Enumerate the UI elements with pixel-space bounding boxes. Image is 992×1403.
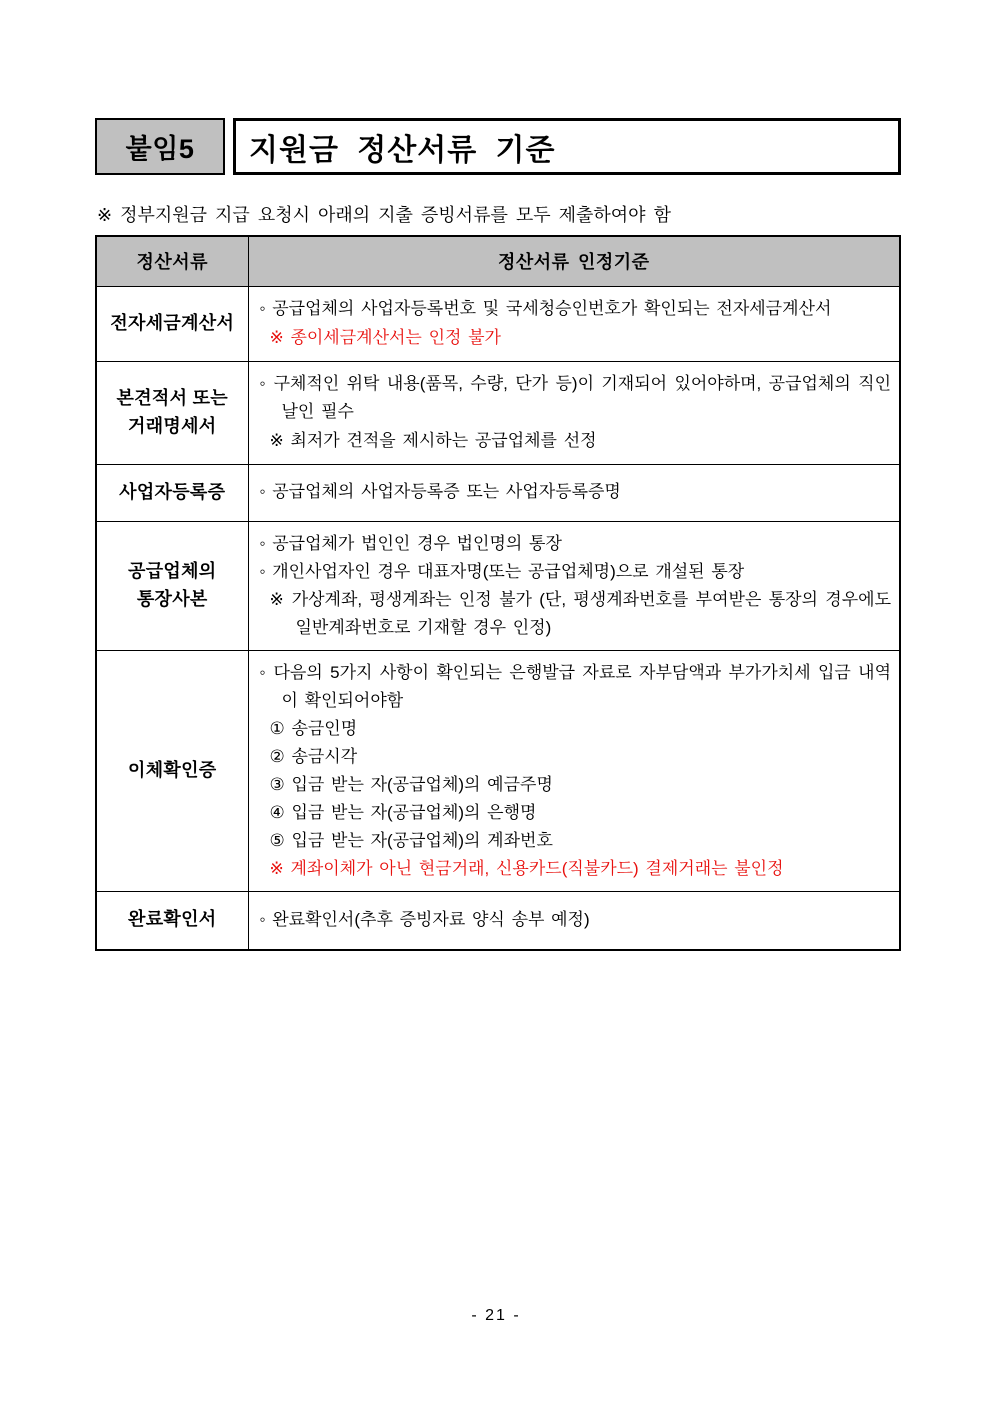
document-name: 이체확인증 [128, 759, 217, 780]
document-name: 사업자등록증 [119, 481, 226, 502]
document-name-cell [96, 521, 248, 650]
criteria-cell [248, 464, 900, 521]
document-name-cell [96, 892, 248, 950]
criteria-item: ◦ 공급업체가 법인인 경우 법인명의 통장 [259, 533, 562, 553]
criteria-numbered-item: ① 송금인명 [269, 718, 358, 738]
criteria-numbered-item: ⑤ 입금 받는 자(공급업체)의 계좌번호 [269, 830, 553, 850]
table-row-estimate [96, 361, 900, 464]
criteria-cell [248, 892, 900, 950]
attachment-badge: 붙임5 [95, 118, 225, 175]
table-row-etax-invoice [96, 286, 900, 361]
criteria-numbered-item: ④ 입금 받는 자(공급업체)의 은행명 [269, 802, 537, 822]
criteria-cell [248, 650, 900, 891]
notice-line: ※ 정부지원금 지급 요청시 아래의 지출 증빙서류를 모두 제출하여야 함 [97, 205, 671, 225]
criteria-item: ◦ 완료확인서(추후 증빙자료 양식 송부 예정) [259, 910, 590, 930]
document-header [95, 118, 901, 175]
table-row-business-registration [96, 464, 900, 521]
document-name-line: 본견적서 또는 [116, 387, 228, 408]
criteria-numbered-item: ② 송금시각 [269, 746, 358, 766]
table-row-bankbook-copy [96, 521, 900, 650]
document-name-cell [96, 650, 248, 891]
criteria-item: ◦ 개인사업자인 경우 대표자명(또는 공급업체명)으로 개설된 통장 [259, 561, 745, 581]
criteria-item: ◦ 다음의 5가지 사항이 확인되는 은행발급 자료로 자부담액과 부가가치세 입금 내역이 확인되어야함 [259, 662, 891, 710]
settlement-documents-table [95, 235, 901, 951]
document-name-line: 통장사본 [136, 588, 208, 609]
criteria-numbered-item: ③ 입금 받는 자(공급업체)의 예금주명 [269, 774, 553, 794]
criteria-warning: ※ 계좌이체가 아닌 현금거래, 신용카드(직불카드) 결제거래는 불인정 [269, 859, 784, 879]
document-content [95, 118, 901, 951]
criteria-note: ※ 최저가 견적을 제시하는 공급업체를 선정 [269, 430, 597, 450]
page-title: 지원금 정산서류 기준 [233, 118, 901, 175]
document-name: 전자세금계산서 [110, 312, 235, 333]
criteria-note: ※ 가상계좌, 평생계좌는 인정 불가 (단, 평생계좌번호를 부여받은 통장의 경우에도 일반계좌번호로 기재할 경우 인정) [269, 589, 891, 637]
document-name-cell [96, 464, 248, 521]
page-number: - 21 - [471, 1307, 521, 1324]
criteria-warning: ※ 종이세금계산서는 인정 불가 [269, 327, 501, 347]
criteria-cell [248, 361, 900, 464]
table-row-completion-confirmation [96, 892, 900, 950]
table-header-row [96, 236, 900, 286]
criteria-item: ◦ 공급업체의 사업자등록증 또는 사업자등록증명 [259, 482, 621, 502]
criteria-item: ◦ 공급업체의 사업자등록번호 및 국세청승인번호가 확인되는 전자세금계산서 [259, 299, 832, 319]
table-row-transfer-confirmation [96, 650, 900, 891]
document-name-line: 공급업체의 [128, 560, 217, 581]
criteria-cell [248, 521, 900, 650]
document-name-cell [96, 286, 248, 361]
criteria-cell [248, 286, 900, 361]
criteria-item: ◦ 구체적인 위탁 내용(품목, 수량, 단가 등)이 기재되어 있어야하며, 공급업체의 직인 날인 필수 [259, 374, 891, 422]
document-name-line: 거래명세서 [128, 415, 217, 436]
col-header-document: 정산서류 [96, 236, 248, 286]
document-name-cell [96, 361, 248, 464]
col-header-criteria: 정산서류 인정기준 [248, 236, 900, 286]
document-name: 완료확인서 [128, 909, 217, 930]
